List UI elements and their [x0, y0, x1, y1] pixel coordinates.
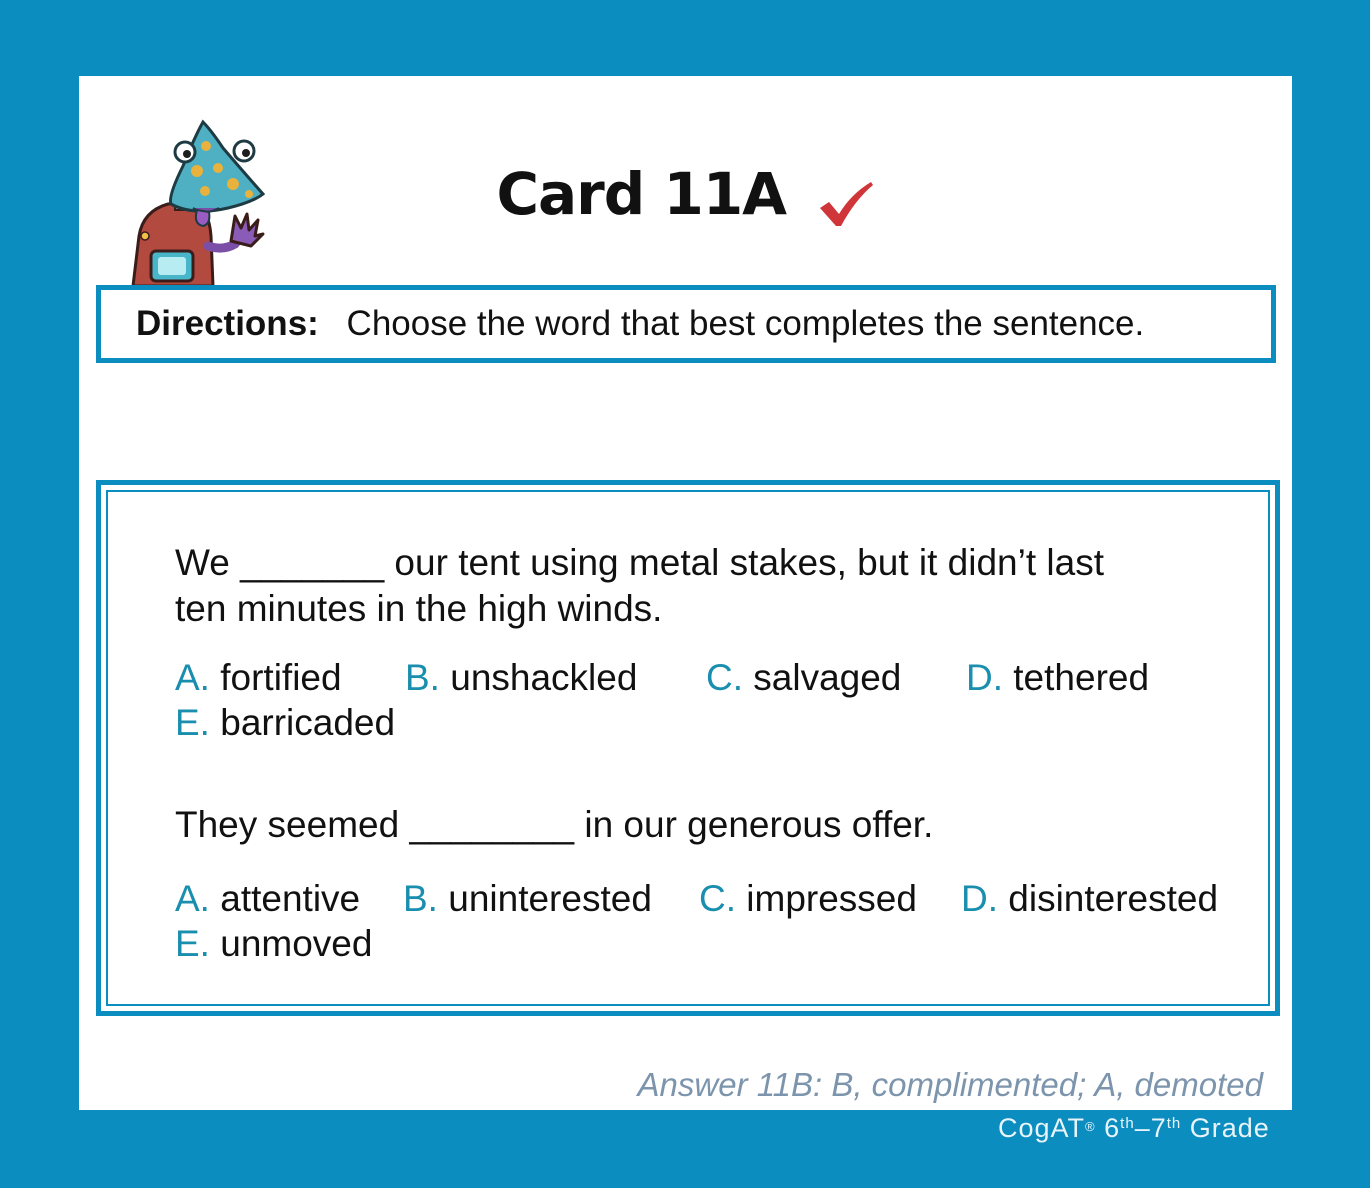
question-1-option-c[interactable]: [706, 657, 901, 699]
footer-dash: –: [1134, 1113, 1151, 1143]
option-word: disinterested: [1008, 878, 1219, 919]
answer-text: Answer 11B: B, complimented; A, demoted: [637, 1066, 1263, 1103]
option-word: impressed: [746, 878, 917, 919]
option-letter: A.: [175, 657, 210, 698]
option-letter: B.: [405, 657, 440, 698]
question-2-option-b[interactable]: [403, 878, 652, 920]
question-1-option-b[interactable]: [405, 657, 637, 699]
option-letter: D.: [966, 657, 1003, 698]
option-word: fortified: [220, 657, 342, 698]
question-2-line-1: They seemed ________ in our generous offer.: [175, 804, 934, 845]
registered-mark: ®: [1085, 1119, 1096, 1134]
option-word: unshackled: [450, 657, 638, 698]
footer-brand: CogAT: [998, 1113, 1086, 1143]
option-word: tethered: [1013, 657, 1150, 698]
footer-sup-to: th: [1166, 1115, 1182, 1132]
footer-sup-from: th: [1120, 1115, 1135, 1132]
footer-grade-from: 6: [1104, 1113, 1121, 1143]
option-word: unmoved: [220, 923, 373, 964]
question-1-option-a[interactable]: [175, 657, 342, 699]
question-2-option-c[interactable]: [699, 878, 917, 920]
option-letter: C.: [706, 657, 743, 698]
question-1-option-d[interactable]: [966, 657, 1149, 699]
question-2-option-d[interactable]: [961, 878, 1218, 920]
check-icon: [817, 180, 875, 228]
question-1-line-1: We _______ our tent using metal stakes, but it didn’t last: [175, 542, 1104, 583]
directions-label: Directions:: [136, 304, 319, 343]
option-letter: E.: [175, 702, 210, 743]
questions-box: [96, 480, 1280, 1016]
question-2-option-a[interactable]: [175, 878, 360, 920]
question-2-text: [175, 802, 933, 848]
footer-grade-label: [998, 1113, 1270, 1144]
option-letter: E.: [175, 923, 210, 964]
option-word: uninterested: [448, 878, 652, 919]
flash-card: [79, 76, 1292, 1110]
directions-text: Choose the word that best completes the sentence.: [346, 304, 1145, 343]
option-word: attentive: [220, 878, 361, 919]
directions-box: [96, 285, 1276, 363]
option-letter: D.: [961, 878, 998, 919]
question-2-option-e[interactable]: [175, 923, 372, 965]
question-1-text: [175, 540, 1104, 632]
question-1-line-2: ten minutes in the high winds.: [175, 588, 663, 629]
option-letter: B.: [403, 878, 438, 919]
footer-grade-word: Grade: [1189, 1113, 1270, 1143]
option-word: salvaged: [753, 657, 902, 698]
footer-grade-to: 7: [1150, 1113, 1167, 1143]
option-letter: C.: [699, 878, 736, 919]
card-title: Card 11A: [496, 160, 787, 228]
card-header: [79, 160, 1292, 234]
option-letter: A.: [175, 878, 210, 919]
option-word: barricaded: [220, 702, 396, 743]
question-1-option-e[interactable]: [175, 702, 395, 744]
